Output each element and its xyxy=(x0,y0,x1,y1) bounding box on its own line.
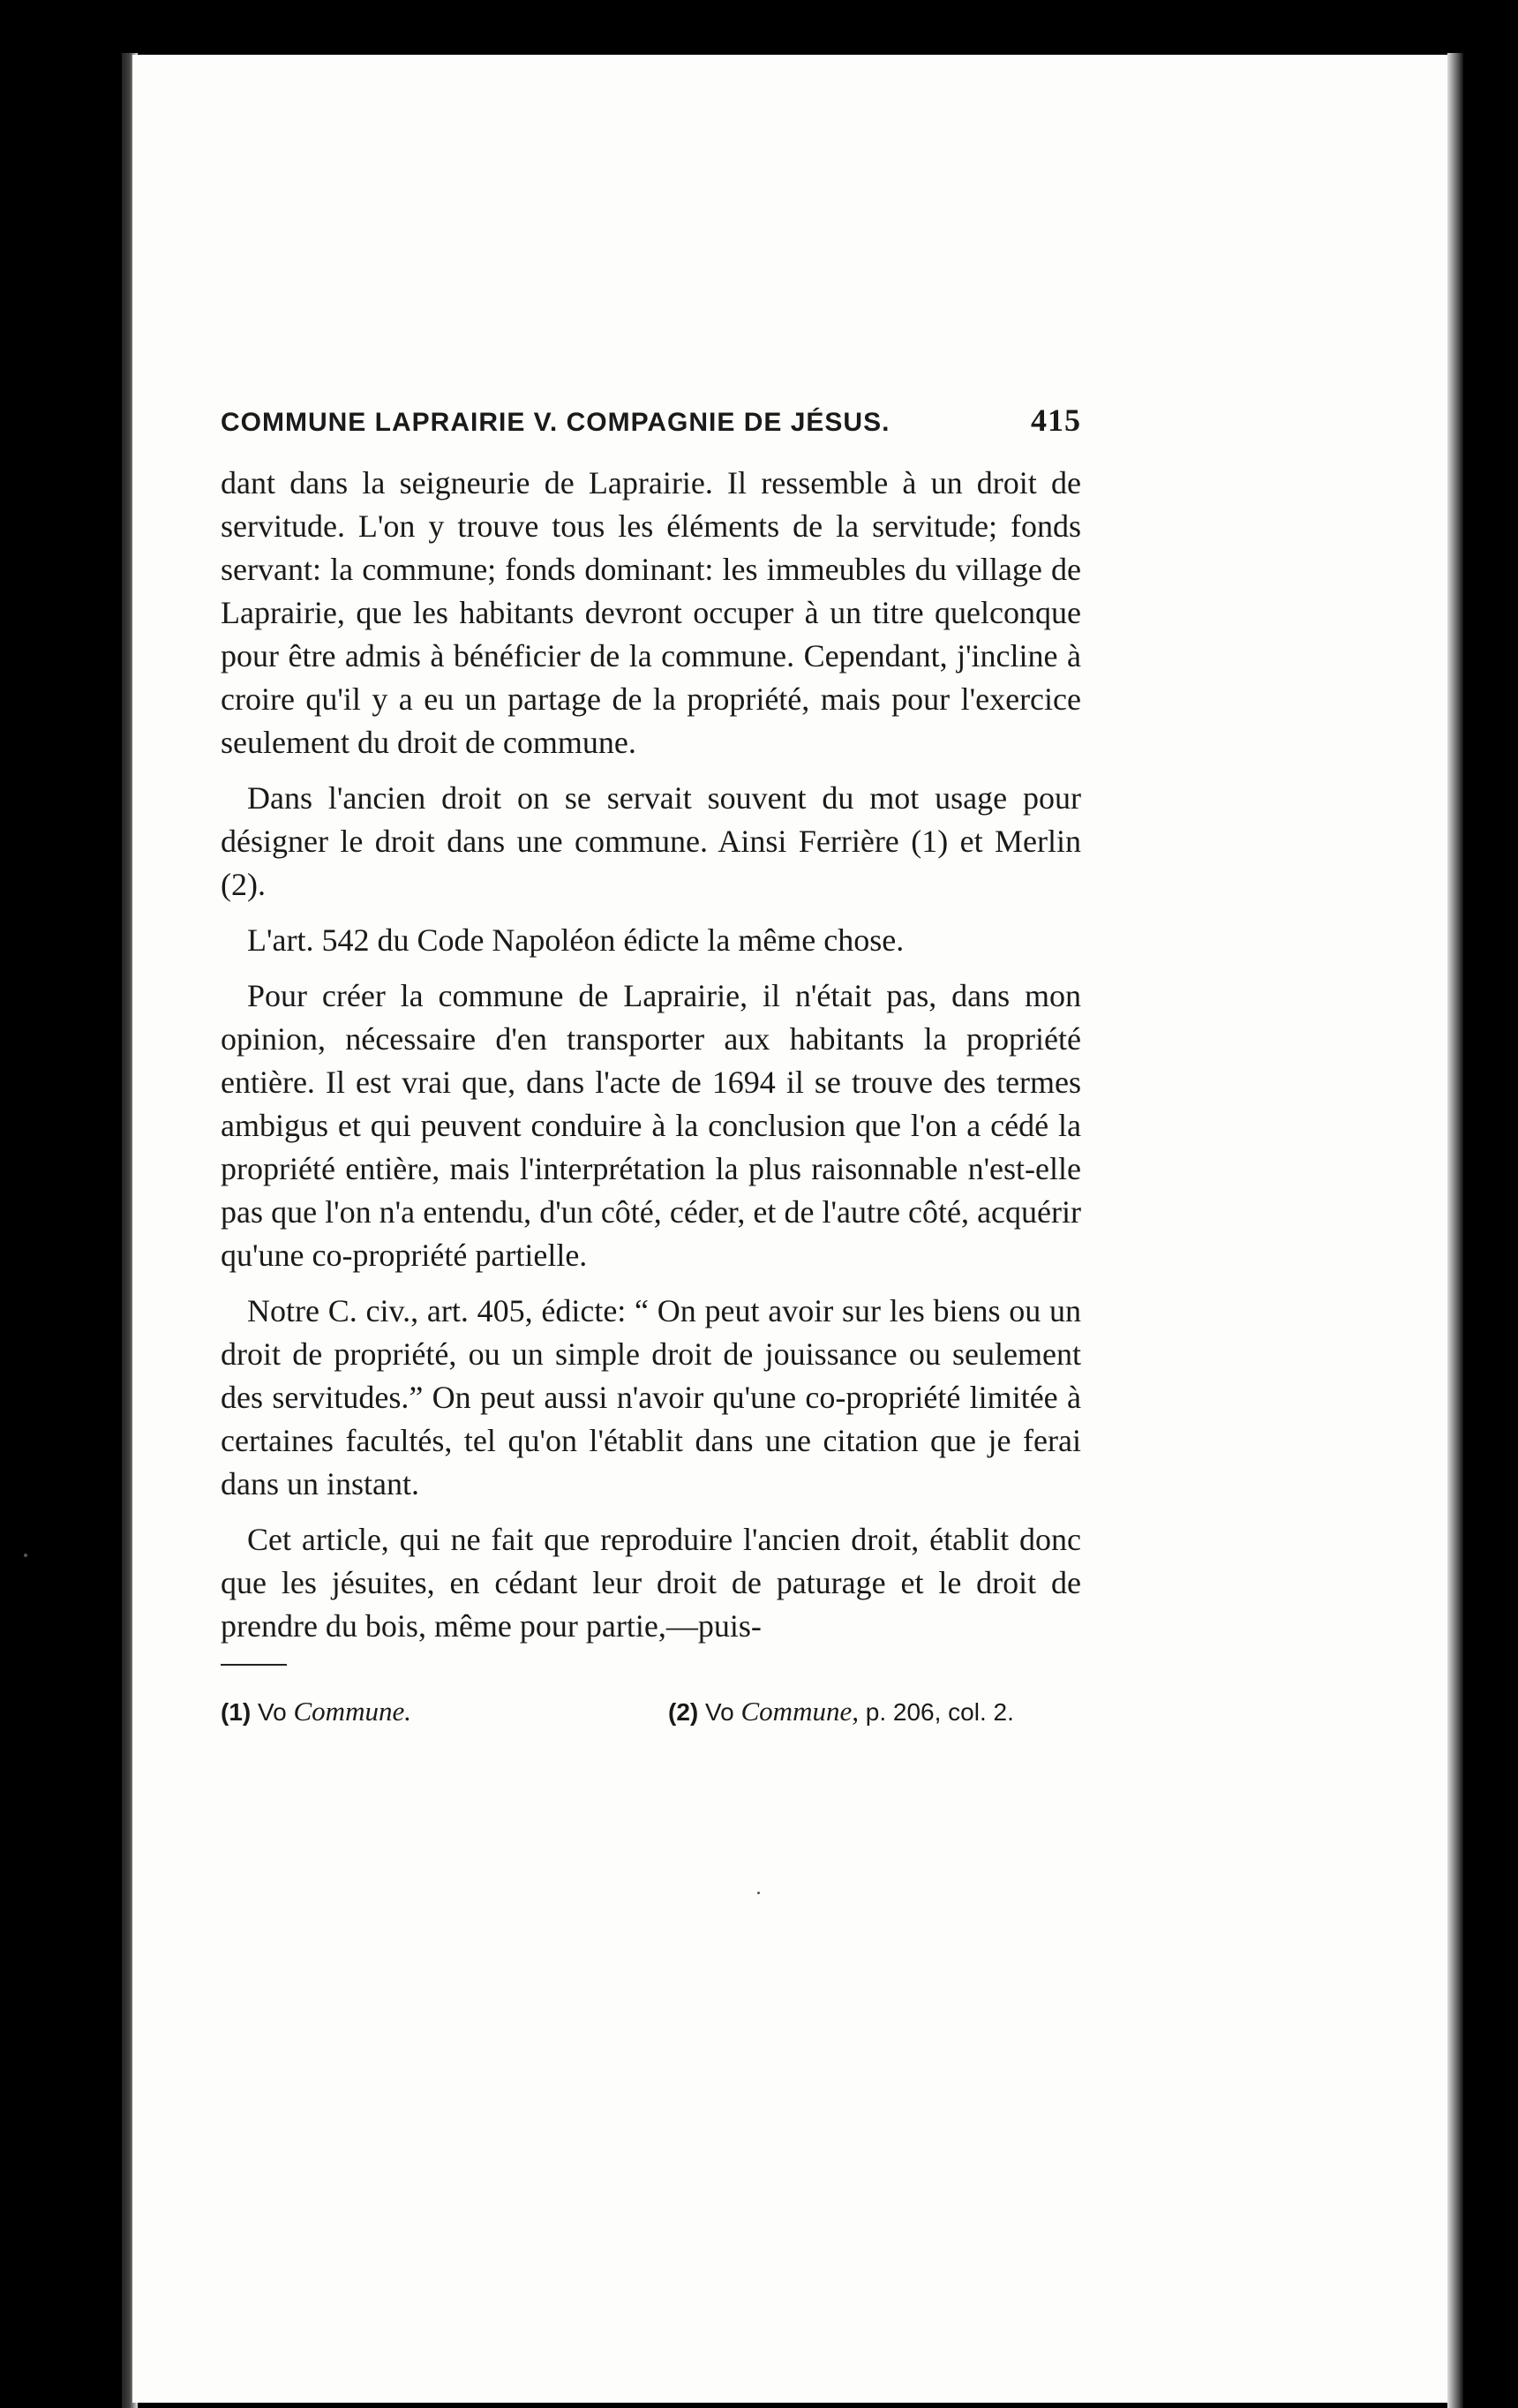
paragraph-2: Dans l'ancien droit on se servait souvent du mot usage pour désigner le droit dans une commune. Ainsi Ferrière (1) et Merlin (2). xyxy=(221,780,1081,902)
footnote-number: (2) xyxy=(668,1698,699,1726)
footnote-2 xyxy=(668,1694,1081,1730)
footnote-1 xyxy=(221,1694,634,1730)
footnote-source: Commune. xyxy=(293,1696,411,1727)
footnotes xyxy=(221,1694,1081,1730)
footnote-prefix: Vo xyxy=(258,1698,287,1726)
scan-speck xyxy=(757,1892,760,1894)
paragraph-6: Cet article, qui ne fait que reproduire l'ancien droit, établit donc que les jésuites, en cédant leur droit de paturage et le droit de prendre du bois, même pour partie,—puis- xyxy=(221,1522,1081,1644)
paragraph-5: Notre C. civ., art. 405, édicte: “ On peut avoir sur les biens ou un droit de propriété, ou un simple droit de jouissance ou seulement des servitudes.” On peut aussi n'avoir qu'une co-propriété limitée à certaines facultés, tel qu'on l'établit dans une citation que je ferai dans un instant. xyxy=(221,1293,1081,1501)
page-content xyxy=(221,402,1081,1730)
footnote-prefix: Vo xyxy=(705,1698,734,1726)
running-head xyxy=(221,402,1081,439)
running-head-title: COMMUNE LAPRAIRIE V. COMPAGNIE DE JÉSUS. xyxy=(221,408,891,437)
page-number: 415 xyxy=(1031,403,1081,438)
page-right-edge xyxy=(1447,53,1463,2408)
paragraph-3: L'art. 542 du Code Napoléon édicte la même chose. xyxy=(247,922,905,958)
scan-speck xyxy=(24,1554,27,1557)
footnote-number: (1) xyxy=(221,1698,252,1726)
footnote-suffix: p. 206, col. 2. xyxy=(865,1698,1014,1726)
paragraph-1: dant dans la seigneurie de Laprairie. Il ressemble à un droit de servitude. L'on y trouve tous les éléments de la servitude; fonds servant: la commune; fonds dominant: les immeubles du village de Laprairie, que les habitants devront occuper à un titre quelconque pour être admis à bénéficier de la commune. Cependant, j'incline à croire qu'il y a eu un partage de la propriété, mais pour l'exercice seulement du droit de commune. xyxy=(221,465,1081,760)
paragraph-4: Pour créer la commune de Laprairie, il n'était pas, dans mon opinion, nécessaire d'en transporter aux habitants la propriété entière. Il est vrai que, dans l'acte de 1694 il se trouve des termes ambigus et qui peuvent conduire à la conclusion que l'on a cédé la propriété entière, mais l'interprétation la plus raisonnable n'est-elle pas que l'on n'a entendu, d'un côté, céder, et de l'autre côté, acquérir qu'une co-propriété partielle. xyxy=(221,978,1081,1273)
footnote-source: Commune, xyxy=(740,1696,859,1727)
footnote-rule xyxy=(221,1664,287,1666)
